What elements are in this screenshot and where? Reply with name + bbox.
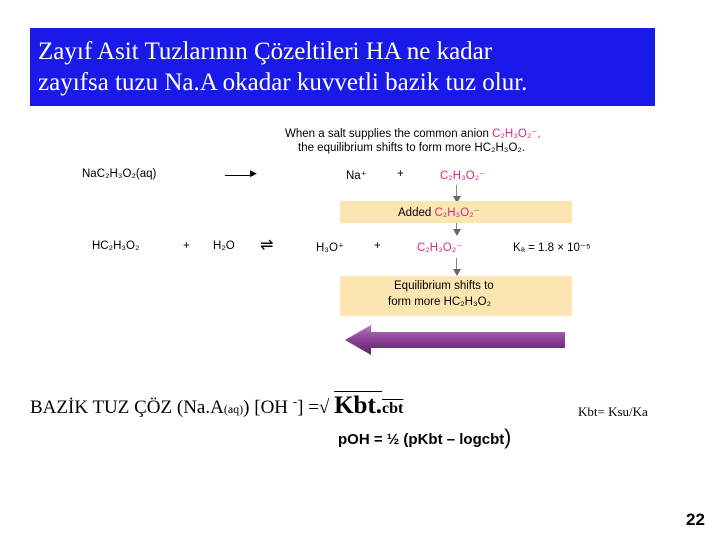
caption-ion-1: C₂H₃O₂⁻, [492,128,541,140]
added-label [398,205,480,219]
added-ion: C₂H₃O₂⁻ [434,207,480,219]
formula-radicand [334,392,404,419]
formula-sub-aq: (aq) [223,402,244,416]
equilibrium-diagram [80,118,680,358]
caption-line-1 [285,126,541,140]
poh-paren: ) [504,426,512,449]
plus-sign-2: + [183,240,190,252]
title-line-2: zayıfsa tuzu Na.A okadar kuvvetli bazik tuz olur. [38,69,528,96]
acetic-acid: HC₂H₃O₂ [92,240,140,252]
down-arrow-3 [453,269,461,276]
formula-cbt: cbt [382,400,404,417]
title-line-1: Zayıf Asit Tuzlarının Çözeltileri HA ne kadar [38,38,493,65]
page-number: 22 [686,510,705,529]
sodium-ion: Na⁺ [346,170,367,182]
shift-line-1: Equilibrium shifts to [394,280,494,292]
arrow-head: ▶ [250,168,257,178]
acetate-ion-1: C₂H₃O₂⁻ [440,170,486,182]
poh-formula [338,426,511,450]
caption-text-2: the equilibrium shifts to form more [298,142,475,154]
basic-salt-formula [30,392,403,420]
equilibrium-arrows: ⇌ [260,237,274,254]
shift-left-arrow [345,325,565,355]
added-text: Added [398,207,435,219]
plus-sign-1: + [397,168,404,180]
hydronium-ion: H₃O⁺ [316,242,345,254]
formula-sup-minus: - [292,393,298,409]
kbt-definition: Kbt= Ksu/Ka [578,404,648,419]
caption-acid: HC₂H₃O₂. [474,142,526,154]
formula-text-c: ] =√ [297,397,335,418]
plus-sign-3: + [374,240,381,252]
formula-kbt: Kbt. [334,392,383,419]
title-box [30,28,655,106]
dissociation-arrow [225,175,253,176]
acetate-ion-2: C₂H₃O₂⁻ [417,242,463,254]
ka-value: Kₐ = 1.8 × 10⁻⁵ [513,242,591,254]
formula-text-a: BAZİK TUZ ÇÖZ (Na.A [30,397,224,418]
caption-line-2 [298,142,525,154]
water-formula: H₂O [213,240,235,252]
poh-text: pOH = ½ (pKbt – logcbt [338,431,505,448]
formula-text-b: ) [OH [243,397,293,418]
salt-formula: NaC₂H₃O₂(aq) [82,168,157,180]
caption-text-1: When a salt supplies the common anion [285,128,493,140]
down-arrow-2 [453,229,461,236]
shift-line-2: form more HC₂H₃O₂ [388,296,492,308]
